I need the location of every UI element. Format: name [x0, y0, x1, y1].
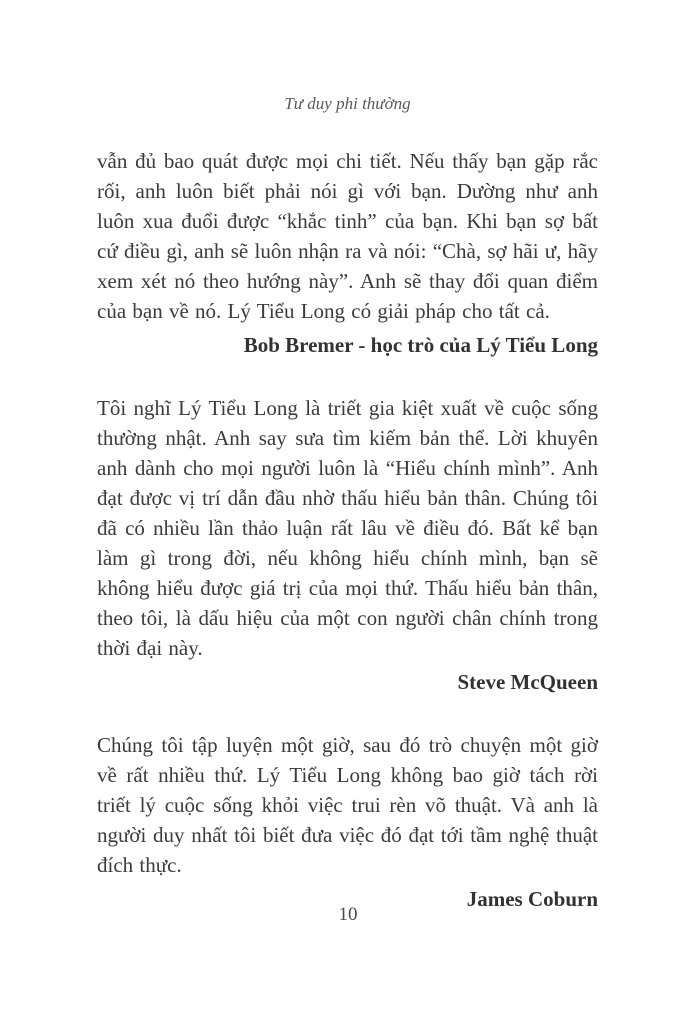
- page-number: 10: [338, 904, 358, 925]
- quote-paragraph-1: vẫn đủ bao quát được mọi chi tiết. Nếu thấy bạn gặp rắc rối, anh luôn biết phải nói gì với bạn. Dường như anh luôn xua đuổi được “khắc tinh” của bạn. Khi bạn sợ bất cứ điều gì, anh sẽ luôn nhận ra và nói: “Chà, sợ hãi ư, hãy xem xét nó theo hướng này”. Anh sẽ thay đổi quan điểm của bạn về nó. Lý Tiểu Long có giải pháp cho tất cả.: [97, 149, 598, 323]
- running-header: Tư duy phi thường: [284, 94, 411, 113]
- attribution-james-coburn: James Coburn: [466, 887, 598, 911]
- attribution-steve-mcqueen: Steve McQueen: [457, 670, 598, 694]
- quote-paragraph-2: Tôi nghĩ Lý Tiểu Long là triết gia kiệt xuất về cuộc sống thường nhật. Anh say sưa tìm kiếm bản thể. Lời khuyên anh dành cho mọi người luôn là “Hiểu chính mình”. Anh đạt được vị trí dẫn đầu nhờ thấu hiểu bản thân. Chúng tôi đã có nhiều lần thảo luận rất lâu về điều đó. Bất kể bạn làm gì trong đời, nếu không hiểu chính mình, bạn sẽ không hiểu được giá trị của mọi thứ. Thấu hiểu bản thân, theo tôi, là dấu hiệu của một con người chân chính trong thời đại này.: [97, 396, 598, 660]
- quote-paragraph-3: Chúng tôi tập luyện một giờ, sau đó trò chuyện một giờ về rất nhiều thứ. Lý Tiểu Long không bao giờ tách rời triết lý cuộc sống khỏi việc trui rèn võ thuật. Và anh là người duy nhất tôi biết đưa việc đó đạt tới tầm nghệ thuật đích thực.: [97, 733, 598, 877]
- attribution-bob-bremer: Bob Bremer - học trò của Lý Tiểu Long: [243, 333, 598, 357]
